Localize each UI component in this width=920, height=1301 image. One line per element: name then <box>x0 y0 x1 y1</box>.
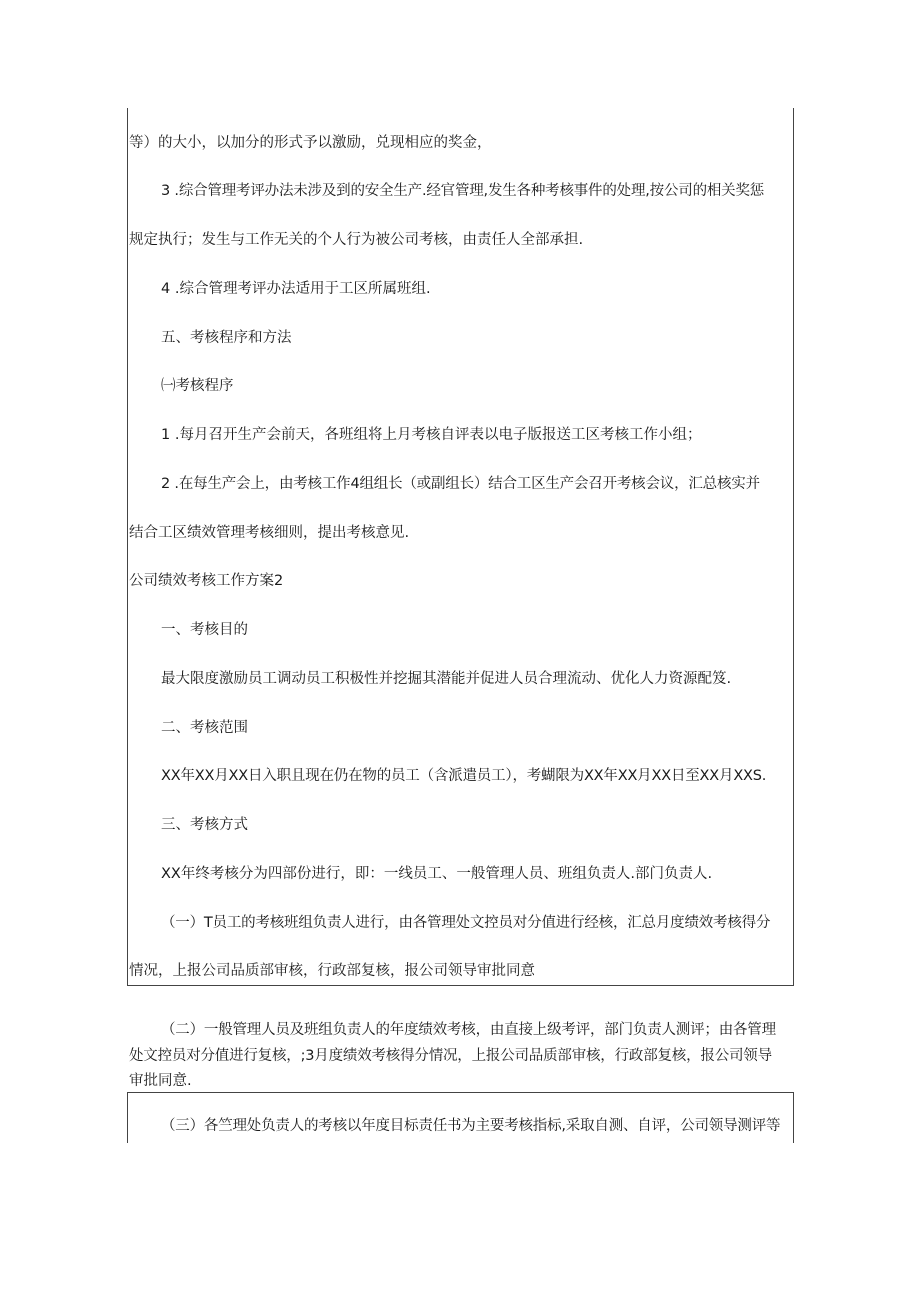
paragraph-line: （一）T员工的考核班组负责人进行，由各管理处文控员对分值进行经核，汇总月度绩效考核得分 <box>161 915 771 931</box>
paragraph-line: 3 .综合管理考评办法未涉及到的安全生产.经官管理,发生各种考核事件的处理,按公司的相关奖惩 <box>161 183 765 199</box>
paragraph-line: 最大限度激励员工调动员工积极性并挖掘其潜能并促进人员合理流动、优化人力资源配笈. <box>161 671 732 687</box>
document-title: 公司绩效考核工作方案2 <box>129 573 284 589</box>
paragraph-line: 规定执行；发生与工作无关的个人行为被公司考核，由责任人全部承担. <box>129 232 584 248</box>
paragraph-line: 处文控员对分值进行复核，;3月度绩效考核得分情况，上报公司品质部审核，行政部复核，报公司领导 <box>129 1048 772 1064</box>
paragraph-line: XX年XX月XX日入职且现在仍在物的员工（含派遣员工），考蝴限为XX年XX月XX日至XX月XXS. <box>161 768 767 784</box>
section-heading: 五、考核程序和方法 <box>161 330 292 346</box>
paragraph-line: 审批同意. <box>129 1073 192 1089</box>
section-heading: 一、考核目的 <box>161 622 248 638</box>
paragraph-line: （二）一般管理人员及班组负责人的年度绩效考核，由直接上级考评，部门负责人测评；由各管理 <box>161 1022 776 1038</box>
subsection-heading: ㈠考核程序 <box>161 378 234 394</box>
paragraph-line: 2 .在每生产会上，由考核工作4组组长（或副组长）结合工区生产会召开考核会议，汇总核实并 <box>161 476 760 492</box>
paragraph-line: （三）各竺理处负责人的考核以年度目标责任书为主要考核指标,采取自测、自评，公司领导测评等 <box>161 1118 781 1134</box>
paragraph-line: 情况，上报公司品质部审核，行政部复核，报公司领导审批同意 <box>129 963 535 979</box>
section-heading: 二、考核范围 <box>161 720 248 736</box>
section-heading: 三、考核方式 <box>161 817 248 833</box>
paragraph-line: 等）的大小，以加分的形式予以激励，兑现相应的奖金， <box>129 135 492 151</box>
paragraph-line: XX年终考核分为四部份进行，即：一线员工、一般管理人员、班组负责人.部门负责人. <box>161 866 713 882</box>
paragraph-line: 结合工区绩效管理考核细则，提出考核意见. <box>129 525 410 541</box>
paragraph-line: 1 .每月召开生产会前天，各班组将上月考核自评表以电子版报送工区考核工作小组； <box>161 427 702 443</box>
paragraph-line: 4 .综合管理考评办法适用于工区所属班组. <box>161 281 431 297</box>
